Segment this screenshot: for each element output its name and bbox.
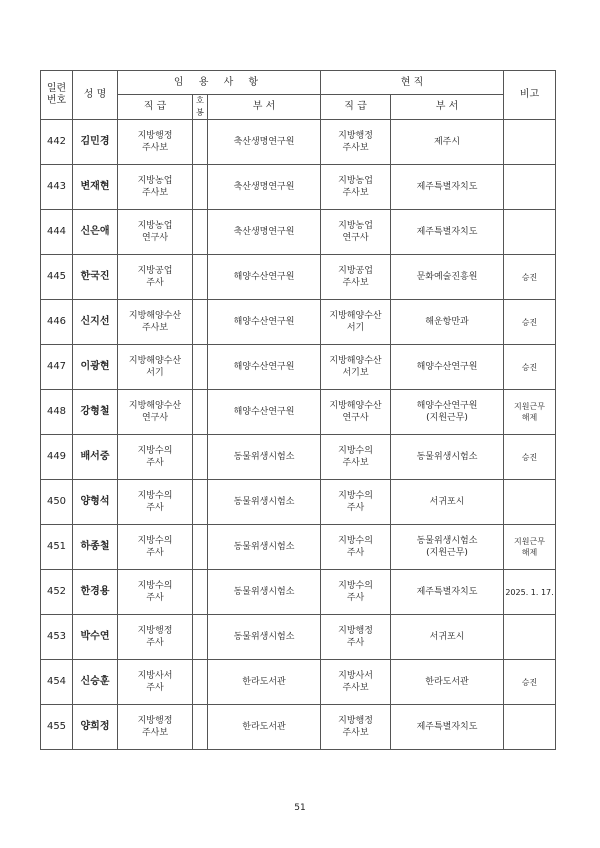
hobong-cell	[193, 390, 208, 435]
remark-cell: 승진	[504, 435, 556, 480]
remark-cell: 승진	[504, 345, 556, 390]
remark-cell: 지원근무 해제	[504, 390, 556, 435]
header-remark: 비고	[504, 71, 556, 120]
current-department-cell: 제주시	[391, 120, 504, 165]
table-row	[41, 165, 556, 210]
table-row	[41, 435, 556, 480]
remark-cell	[504, 165, 556, 210]
current-rank-cell: 지방사서 주사보	[321, 660, 391, 705]
remark-cell: 승진	[504, 660, 556, 705]
current-department-cell: 서귀포시	[391, 615, 504, 660]
appointment-rank-cell: 지방수의 주사	[118, 480, 193, 525]
hobong-cell	[193, 570, 208, 615]
current-department-cell: 제주특별자치도	[391, 705, 504, 750]
hobong-cell	[193, 300, 208, 345]
name-cell: 한국진	[73, 255, 118, 300]
appointment-department-cell: 동물위생시험소	[208, 570, 321, 615]
header-name: 성 명	[73, 71, 118, 120]
current-rank-cell: 지방수의 주사보	[321, 435, 391, 480]
header-current-position: 현 직	[321, 71, 504, 95]
appointment-rank-cell: 지방수의 주사	[118, 570, 193, 615]
appointment-rank-cell: 지방해양수산 연구사	[118, 390, 193, 435]
remark-cell: 지원근무 해제	[504, 525, 556, 570]
current-rank-cell: 지방농업 주사보	[321, 165, 391, 210]
serial-number-cell: 446	[41, 300, 73, 345]
hobong-cell	[193, 660, 208, 705]
name-cell: 배서중	[73, 435, 118, 480]
remark-cell	[504, 480, 556, 525]
hobong-cell	[193, 255, 208, 300]
serial-number-cell: 453	[41, 615, 73, 660]
name-cell: 하종철	[73, 525, 118, 570]
name-cell: 신승훈	[73, 660, 118, 705]
current-rank-cell: 지방농업 연구사	[321, 210, 391, 255]
appointment-department-cell: 동물위생시험소	[208, 435, 321, 480]
serial-number-cell: 451	[41, 525, 73, 570]
name-cell: 박수연	[73, 615, 118, 660]
current-rank-cell: 지방해양수산 서기보	[321, 345, 391, 390]
current-department-cell: 동물위생시험소	[391, 435, 504, 480]
hobong-cell	[193, 705, 208, 750]
serial-number-cell: 445	[41, 255, 73, 300]
appointment-department-cell: 축산생명연구원	[208, 210, 321, 255]
table-row	[41, 615, 556, 660]
header-serial-number: 일련 번호	[41, 71, 73, 120]
serial-number-cell: 444	[41, 210, 73, 255]
header-hobong: 호봉	[193, 95, 208, 120]
current-rank-cell: 지방행정 주사	[321, 615, 391, 660]
current-department-cell: 서귀포시	[391, 480, 504, 525]
serial-number-cell: 454	[41, 660, 73, 705]
current-rank-cell: 지방행정 주사보	[321, 120, 391, 165]
appointment-department-cell: 해양수산연구원	[208, 300, 321, 345]
table-row	[41, 120, 556, 165]
current-department-cell: 한라도서관	[391, 660, 504, 705]
name-cell: 양형석	[73, 480, 118, 525]
name-cell: 신은애	[73, 210, 118, 255]
appointment-department-cell: 해양수산연구원	[208, 255, 321, 300]
table-row	[41, 525, 556, 570]
current-rank-cell: 지방수의 주사	[321, 570, 391, 615]
remark-cell: 승진	[504, 255, 556, 300]
table-body	[41, 120, 556, 750]
header-appointment: 임 용 사 항	[118, 71, 321, 95]
appointment-rank-cell: 지방해양수산 서기	[118, 345, 193, 390]
hobong-cell	[193, 480, 208, 525]
appointment-department-cell: 동물위생시험소	[208, 615, 321, 660]
appointment-department-cell: 해양수산연구원	[208, 390, 321, 435]
name-cell: 김민경	[73, 120, 118, 165]
table-row	[41, 480, 556, 525]
name-cell: 이광현	[73, 345, 118, 390]
appointment-rank-cell: 지방수의 주사	[118, 525, 193, 570]
appointment-rank-cell: 지방수의 주사	[118, 435, 193, 480]
current-department-cell: 문화예술진흥원	[391, 255, 504, 300]
appointment-rank-cell: 지방행정 주사	[118, 615, 193, 660]
remark-cell	[504, 210, 556, 255]
current-department-cell: 동물위생시험소 (지원근무)	[391, 525, 504, 570]
table-row	[41, 300, 556, 345]
remark-cell: 승진	[504, 300, 556, 345]
header-current-department: 부 서	[391, 95, 504, 120]
current-department-cell: 제주특별자치도	[391, 570, 504, 615]
appointment-department-cell: 해양수산연구원	[208, 345, 321, 390]
appointment-rank-cell: 지방공업 주사	[118, 255, 193, 300]
appointment-rank-cell: 지방해양수산 주사보	[118, 300, 193, 345]
table-row	[41, 390, 556, 435]
appointment-rank-cell: 지방행정 주사보	[118, 705, 193, 750]
table-row	[41, 570, 556, 615]
hobong-cell	[193, 165, 208, 210]
serial-number-cell: 447	[41, 345, 73, 390]
table-row	[41, 345, 556, 390]
serial-number-cell: 455	[41, 705, 73, 750]
remark-cell	[504, 120, 556, 165]
name-cell: 신지선	[73, 300, 118, 345]
appointment-rank-cell: 지방농업 주사보	[118, 165, 193, 210]
hobong-cell	[193, 525, 208, 570]
current-department-cell: 해운항만과	[391, 300, 504, 345]
remark-cell	[504, 705, 556, 750]
hobong-cell	[193, 615, 208, 660]
hobong-cell	[193, 345, 208, 390]
appointment-department-cell: 동물위생시험소	[208, 480, 321, 525]
current-department-cell: 제주특별자치도	[391, 165, 504, 210]
remark-cell	[504, 615, 556, 660]
appointment-rank-cell: 지방행정 주사보	[118, 120, 193, 165]
appointment-department-cell: 한라도서관	[208, 660, 321, 705]
page-number: 51	[294, 803, 306, 813]
serial-number-cell: 450	[41, 480, 73, 525]
remark-cell: 2025. 1. 17.	[504, 570, 556, 615]
table-row	[41, 660, 556, 705]
appointment-department-cell: 동물위생시험소	[208, 525, 321, 570]
serial-number-cell: 449	[41, 435, 73, 480]
hobong-cell	[193, 210, 208, 255]
personnel-table	[40, 70, 556, 750]
header-current-rank: 직 급	[321, 95, 391, 120]
name-cell: 한경용	[73, 570, 118, 615]
current-rank-cell: 지방행정 주사보	[321, 705, 391, 750]
current-rank-cell: 지방수의 주사	[321, 480, 391, 525]
appointment-department-cell: 축산생명연구원	[208, 165, 321, 210]
current-department-cell: 해양수산연구원	[391, 345, 504, 390]
current-rank-cell: 지방해양수산 서기	[321, 300, 391, 345]
name-cell: 변재현	[73, 165, 118, 210]
name-cell: 강형철	[73, 390, 118, 435]
appointment-rank-cell: 지방농업 연구사	[118, 210, 193, 255]
table-row	[41, 210, 556, 255]
name-cell: 양희정	[73, 705, 118, 750]
current-rank-cell: 지방수의 주사	[321, 525, 391, 570]
header-department: 부 서	[208, 95, 321, 120]
table-row	[41, 705, 556, 750]
serial-number-cell: 448	[41, 390, 73, 435]
serial-number-cell: 443	[41, 165, 73, 210]
current-department-cell: 제주특별자치도	[391, 210, 504, 255]
current-rank-cell: 지방해양수산 연구사	[321, 390, 391, 435]
appointment-rank-cell: 지방사서 주사	[118, 660, 193, 705]
hobong-cell	[193, 120, 208, 165]
current-rank-cell: 지방공업 주사보	[321, 255, 391, 300]
header-rank: 직 급	[118, 95, 193, 120]
serial-number-cell: 452	[41, 570, 73, 615]
serial-number-cell: 442	[41, 120, 73, 165]
appointment-department-cell: 한라도서관	[208, 705, 321, 750]
hobong-cell	[193, 435, 208, 480]
current-department-cell: 해양수산연구원 (지원근무)	[391, 390, 504, 435]
table-row	[41, 255, 556, 300]
appointment-department-cell: 축산생명연구원	[208, 120, 321, 165]
